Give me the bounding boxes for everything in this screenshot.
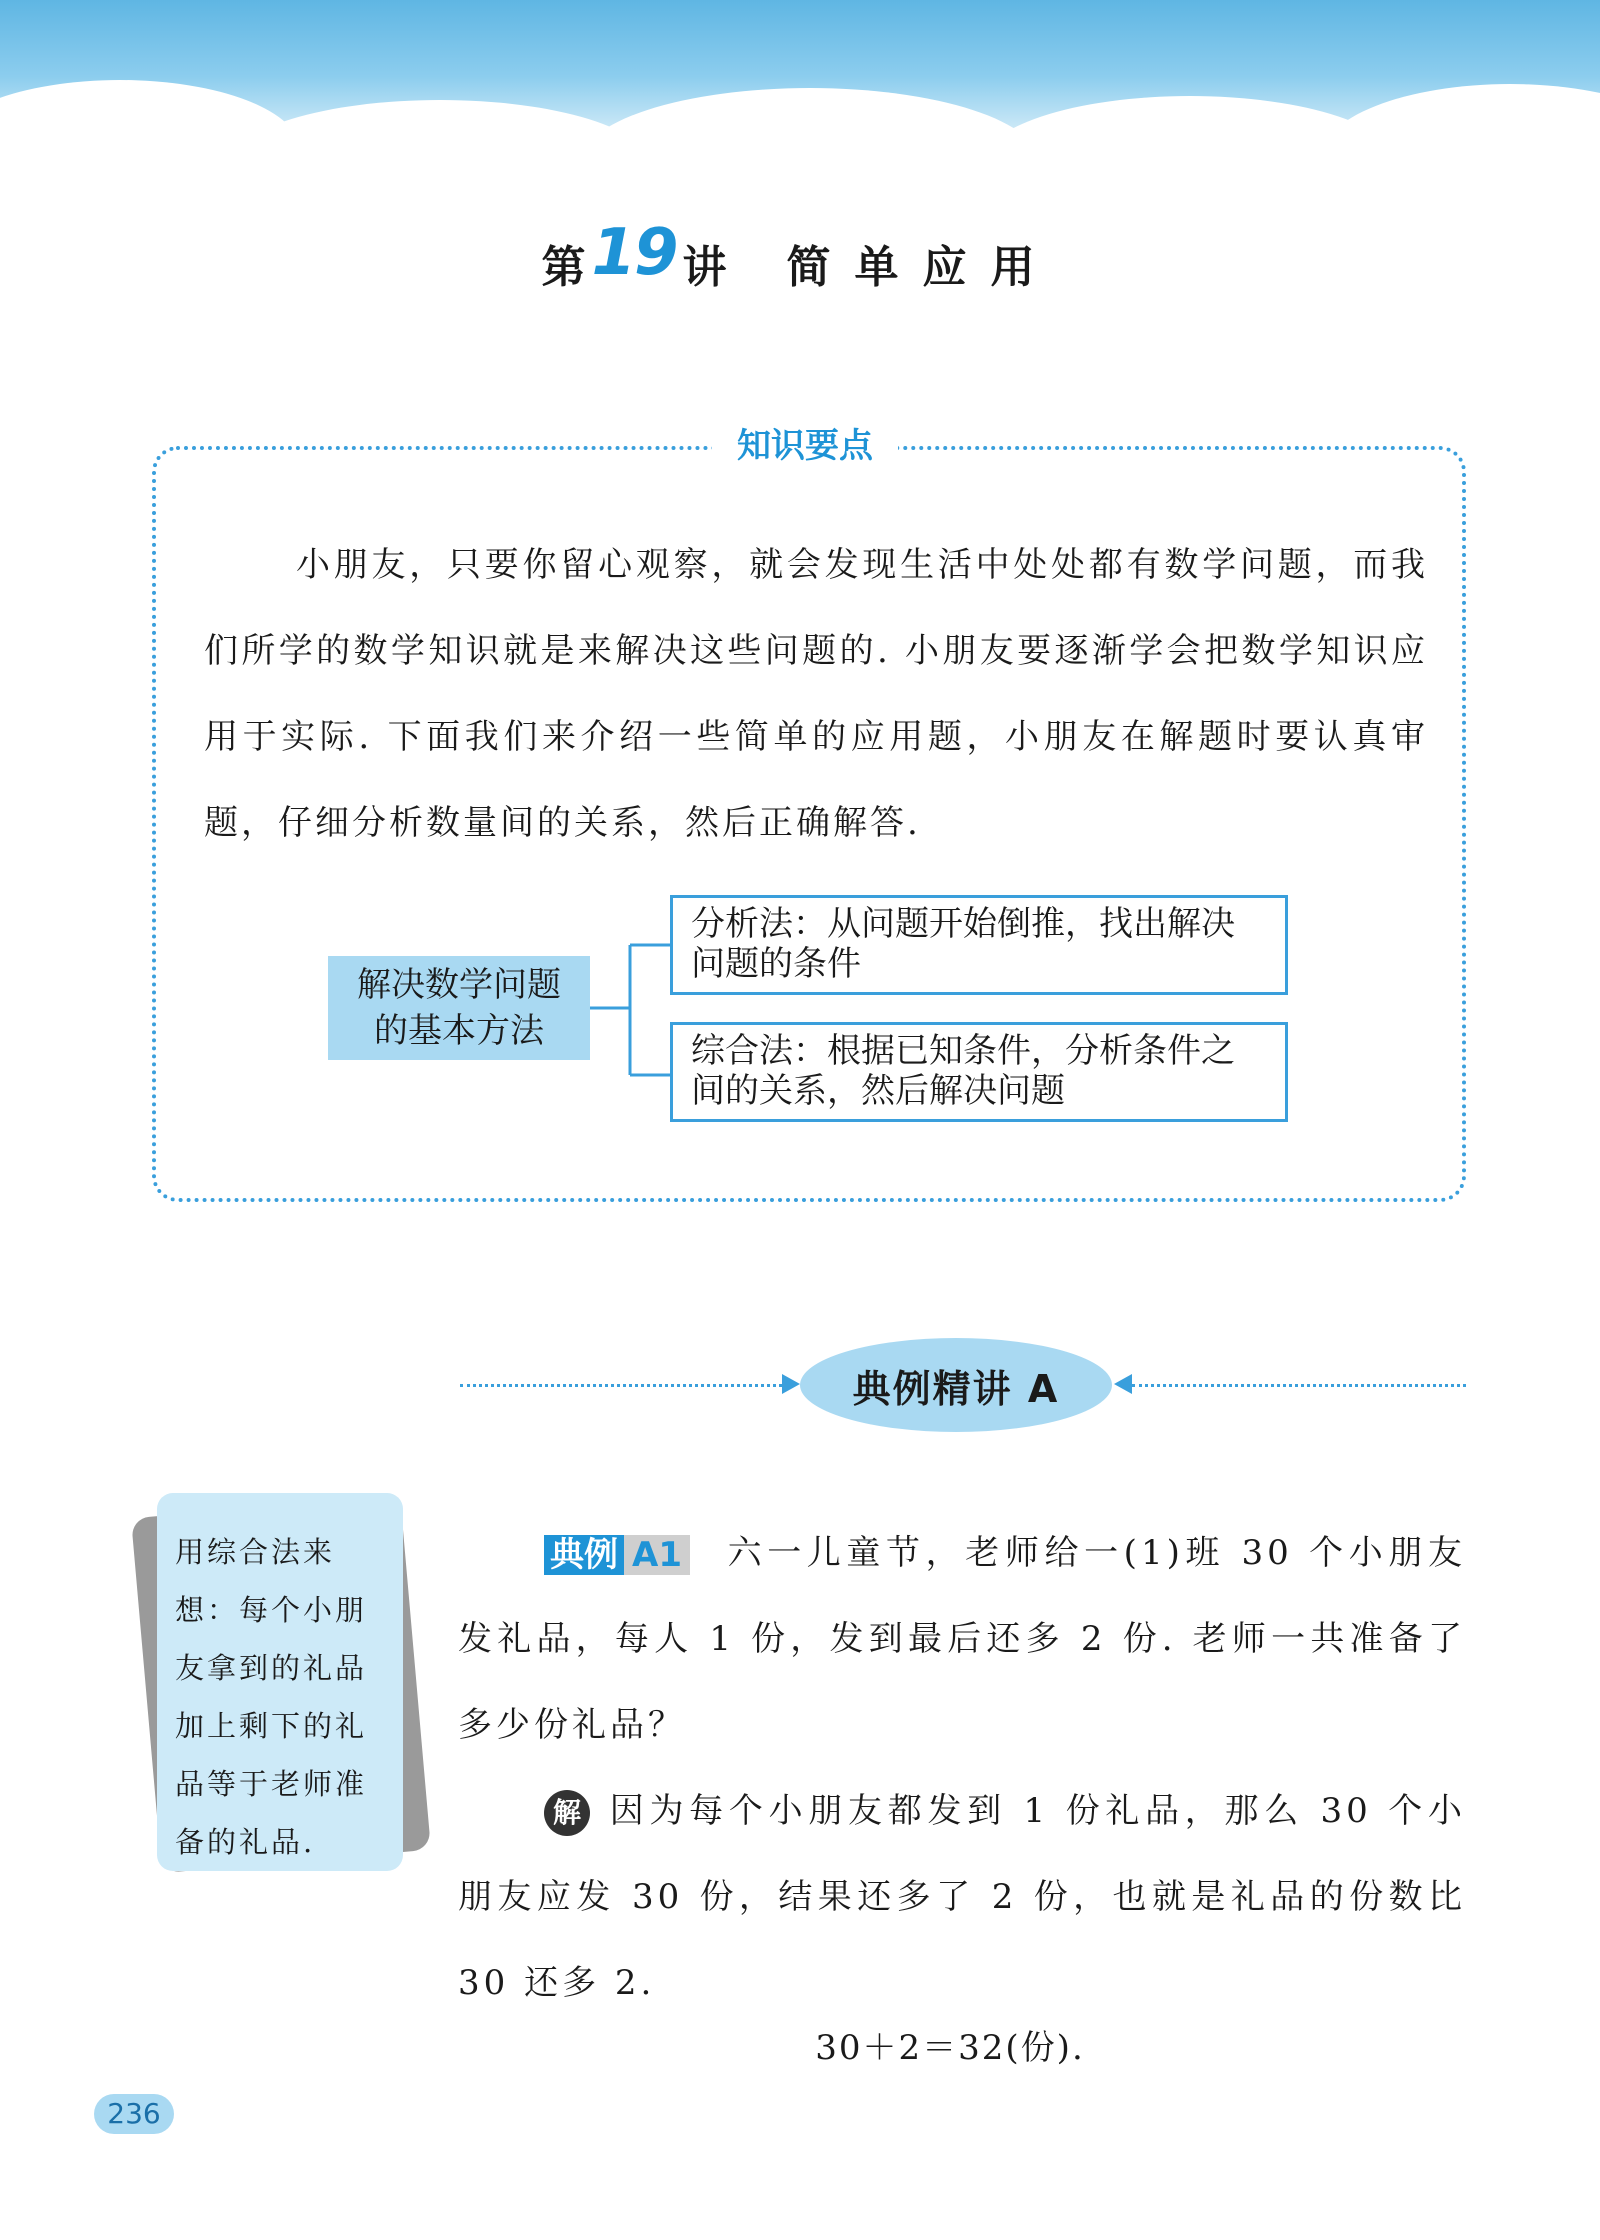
methods-root-node: [328, 956, 590, 1060]
example-tag: [544, 1531, 690, 1579]
lecture-number: 19: [591, 216, 677, 290]
example-block: [458, 1510, 1466, 2026]
knowledge-text: 小朋友，只要你留心观察，就会发现生活中处处都有数学问题，而我们所学的数学知识就是来解决这些问题的. 小朋友要逐渐学会把数学知识应用于实际. 下面我们来介绍一些简单的应用题，小朋友在解题时要认真审题，仔细分析数量间的关系，然后正确解答.: [204, 545, 1428, 843]
method-analysis-node: 分析法：从问题开始倒推，找出解决问题的条件: [670, 895, 1288, 995]
lecture-topic: 简单应用: [786, 242, 1059, 293]
arrow-right-icon: [782, 1374, 800, 1394]
cloud-base: [0, 150, 1600, 210]
diagram-connector: [590, 940, 672, 1080]
section-title: 典例精讲 A: [800, 1338, 1112, 1432]
methods-root-line1: 解决数学问题: [357, 965, 561, 1005]
lecture-title: [0, 218, 1600, 308]
equation-text: 30＋2＝32(份).: [815, 2028, 1085, 2068]
side-note-text: 用综合法来想：每个小朋友拿到的礼品加上剩下的礼品等于老师准备的礼品.: [175, 1535, 368, 1859]
page-number: 236: [94, 2094, 174, 2134]
example-question-text: 六一儿童节，老师给一(1)班 30 个小朋友发礼品，每人 1 份，发到最后还多 2 份. 老师一共准备了多少份礼品？: [458, 1533, 1466, 1745]
example-tag-id: A1: [624, 1535, 690, 1575]
solution-icon: 解: [544, 1790, 590, 1836]
section-divider-left: [460, 1384, 782, 1387]
knowledge-paragraph: [204, 522, 1428, 866]
arrow-left-icon: [1114, 1374, 1132, 1394]
section-divider-right: [1132, 1384, 1466, 1387]
example-equation: [0, 2020, 1600, 2069]
example-solution-text: 因为每个小朋友都发到 1 份礼品，那么 30 个小朋友应发 30 份，结果还多了 2 份，也就是礼品的份数比 30 还多 2.: [458, 1791, 1466, 2003]
side-note: [157, 1493, 403, 1871]
method-synthesis-node: 综合法：根据已知条件，分析条件之间的关系，然后解决问题: [670, 1022, 1288, 1122]
example-question: [458, 1510, 1466, 1768]
example-tag-label: 典例: [544, 1535, 624, 1575]
title-suffix: 讲: [682, 242, 727, 293]
example-solution: [458, 1768, 1466, 2026]
methods-root-line2: 的基本方法: [374, 1011, 544, 1051]
knowledge-heading: 知识要点: [712, 418, 898, 474]
title-prefix: 第: [541, 242, 586, 293]
